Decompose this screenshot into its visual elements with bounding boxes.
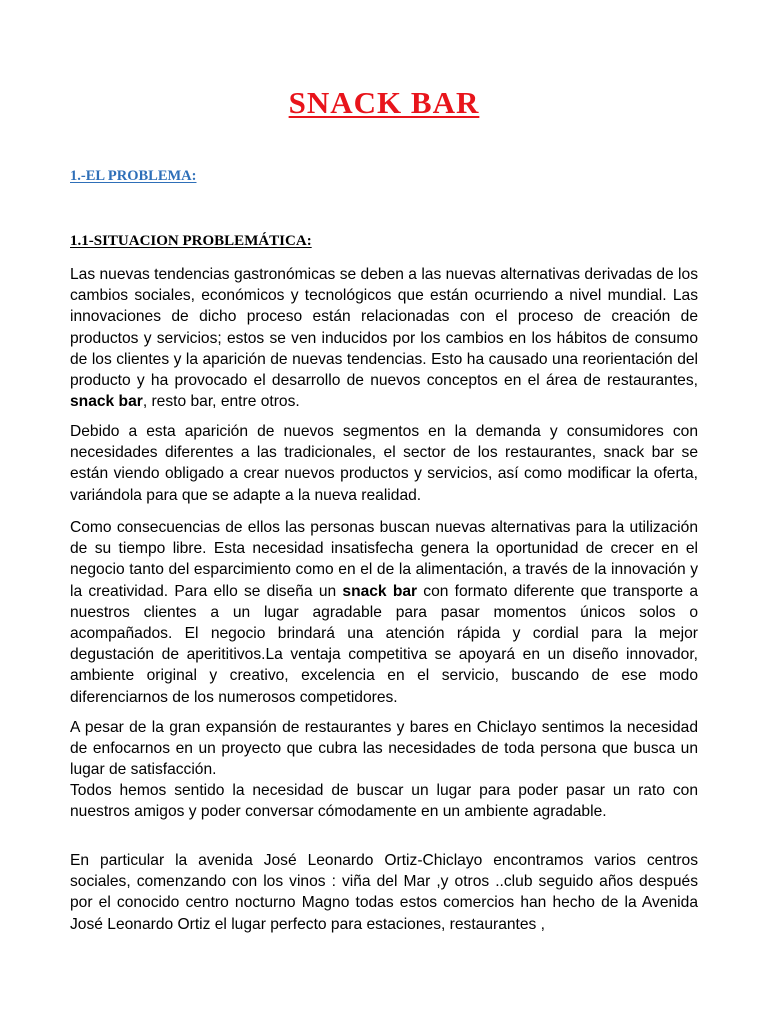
paragraph-1-text-a: Las nuevas tendencias gastronómicas se deben a las nuevas alternativas derivadas de los cambios sociales, económicos y tecnológicos que están ocurriendo a nivel mundial. Las innovaciones de dicho proceso están relacionadas con el proceso de creación de productos y servicios; estos se ven inducidos por los cambios en los hábitos de consumo de los clientes y la aparición de nuevas tendencias. Esto ha causado una reorientación del producto y ha provocado el desarrollo de nuevos conceptos en el área de restaurantes, [70, 266, 698, 390]
paragraph-4: A pesar de la gran expansión de restaurantes y bares en Chiclayo sentimos la necesidad de enfocarnos en un proyecto que cubra las necesidades de toda persona que busca un lugar de satisfacción. [70, 719, 698, 779]
paragraph-2: Debido a esta aparición de nuevos segmentos en la demanda y consumidores con necesidades diferentes a las tradicionales, el sector de los restaurantes, snack bar se están viendo obligado a crear nuevos productos y servicios, así como modificar la oferta, variándola para que se adapte a la nueva realidad. [70, 423, 698, 504]
paragraph-1-bold-snack-bar: snack bar [70, 393, 143, 411]
paragraph-1 [70, 264, 698, 412]
section-heading: 1.-EL PROBLEMA: [70, 168, 197, 184]
paragraph-3 [70, 517, 698, 708]
paragraph-3-text-b: con formato diferente que transporte a nuestros clientes a un lugar agradable para pasar momentos únicos solos o acompañados. El negocio brindará una atención rápida y cordial para la mejor degustación de aperititivos.La ventaja competitiva se apoyará en un diseño innovador, ambiente original y creativo, excelencia en el servicio, buscando de ese modo diferenciarnos de los numerosos competidores. [70, 582, 698, 706]
paragraph-1-text-b: , resto bar, entre otros. [142, 393, 300, 411]
paragraph-3-text-a: Como consecuencias de ellos las personas buscan nuevas alternativas para la utilización de su tiempo libre. Esta necesidad insatisfecha genera la oportunidad de crecer en el negocio tanto del esparcimiento como en el de la alimentación, a través de la innovación y la creatividad. Para ello se diseña un [70, 519, 698, 600]
paragraph-6: En particular la avenida José Leonardo Ortiz-Chiclayo encontramos varios centros sociales, comenzando con los vinos : viña del Mar ,y otros ..club seguido años después por el conocido centro nocturno Magno todas estos comercios han hecho de la Avenida José Leonardo Ortiz el lugar perfecto para estaciones, restaurantes , [70, 852, 698, 933]
subsection-heading: 1.1-SITUACION PROBLEMÁTICA: [70, 233, 312, 249]
paragraph-5: Todos hemos sentido la necesidad de buscar un lugar para poder pasar un rato con nuestros amigos y poder conversar cómodamente en un ambiente agradable. [70, 782, 698, 821]
document-title: SNACK BAR [288, 85, 480, 120]
paragraph-3-bold-snack-bar: snack bar [342, 582, 418, 600]
